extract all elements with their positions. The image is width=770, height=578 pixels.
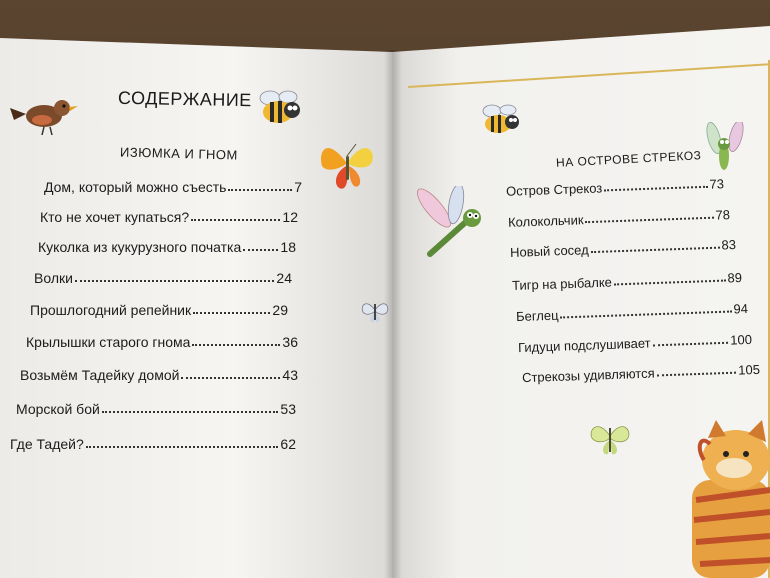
toc-entry-page: 18 [280, 239, 296, 255]
toc-entry-title: Тигр на рыбалке [511, 274, 613, 294]
toc-entry-page: 73 [709, 176, 725, 192]
butterfly-icon [360, 296, 390, 326]
toc-entry-page: 43 [282, 367, 298, 383]
toc-entry [38, 239, 296, 255]
toc-leader [604, 186, 707, 192]
toc-entry-page: 78 [715, 207, 731, 223]
toc-entry [40, 209, 298, 225]
toc-entry-title: Где Тадей? [10, 436, 84, 452]
toc-leader [181, 377, 280, 379]
toc-entry-page: 53 [280, 401, 296, 417]
toc-leader [591, 247, 720, 253]
toc-entry-page: 62 [280, 436, 296, 452]
section-title-right: НА ОСТРОВЕ СТРЕКОЗ [555, 148, 702, 170]
toc-entry-title: Волки [34, 270, 73, 286]
dragonfly-icon [700, 122, 754, 178]
toc-entry-title: Куколка из кукурузного початка [38, 239, 242, 255]
toc-leader [228, 189, 292, 191]
toc-leader [561, 311, 732, 319]
bee-icon [478, 102, 524, 138]
toc-leader [86, 446, 279, 448]
toc-leader [192, 344, 280, 346]
toc-entry-title: Колокольчик [507, 212, 584, 230]
toc-leader [614, 280, 726, 286]
toc-entry-title: Стрекозы удивляются [521, 365, 655, 386]
toc-entry-title: Дом, который можно съесть [44, 179, 227, 195]
toc-leader [657, 372, 737, 377]
toc-entry-title: Крылышки старого гнома [26, 334, 191, 350]
toc-entry-title: Прошлогодний репейник [30, 302, 192, 318]
bird-icon [8, 94, 78, 136]
toc-entry-page: 29 [272, 302, 288, 318]
toc-entry [44, 179, 302, 195]
toc-entry [34, 270, 292, 286]
toc-entry-title: Остров Стрекоз [505, 180, 603, 199]
toc-entry-title: Морской бой [16, 401, 100, 417]
toc-entry-page: 105 [737, 361, 761, 378]
toc-leader [586, 217, 714, 223]
toc-leader [102, 411, 279, 413]
toc-leader [243, 249, 278, 251]
cat-icon [686, 420, 770, 578]
toc-entry [20, 367, 298, 383]
toc-entry-page: 36 [282, 334, 298, 350]
toc-entry [30, 302, 288, 318]
toc-entry-page: 94 [733, 300, 749, 317]
toc-entry-title: Кто не хочет купаться? [40, 209, 190, 225]
toc-entry-title: Гидуци подслушивает [517, 335, 651, 356]
toc-entry-page: 7 [294, 179, 302, 195]
toc-entry-page: 89 [727, 269, 743, 286]
butterfly-icon [316, 132, 378, 196]
toc-leader [653, 342, 729, 347]
toc-leader [75, 280, 274, 282]
butterfly-icon [588, 416, 632, 460]
toc-entry-page: 12 [282, 209, 298, 225]
dragonfly-icon [410, 186, 494, 260]
toc-entry-page: 24 [276, 270, 292, 286]
toc-entry [16, 401, 296, 417]
bee-icon [254, 88, 306, 128]
toc-entry [10, 436, 296, 452]
toc-leader [191, 219, 280, 221]
toc-entry [26, 334, 298, 350]
toc-entry-title: Беглец [515, 307, 559, 325]
toc-entry-title: Возьмём Тадейку домой [20, 367, 180, 383]
toc-entry-title: Новый сосед [509, 242, 589, 260]
toc-leader [193, 312, 270, 314]
toc-entry-page: 100 [729, 331, 753, 348]
toc-entry-page: 83 [721, 237, 737, 253]
contents-title: СОДЕРЖАНИЕ [117, 87, 252, 111]
section-title-left: ИЗЮМКА И ГНОМ [119, 144, 239, 163]
